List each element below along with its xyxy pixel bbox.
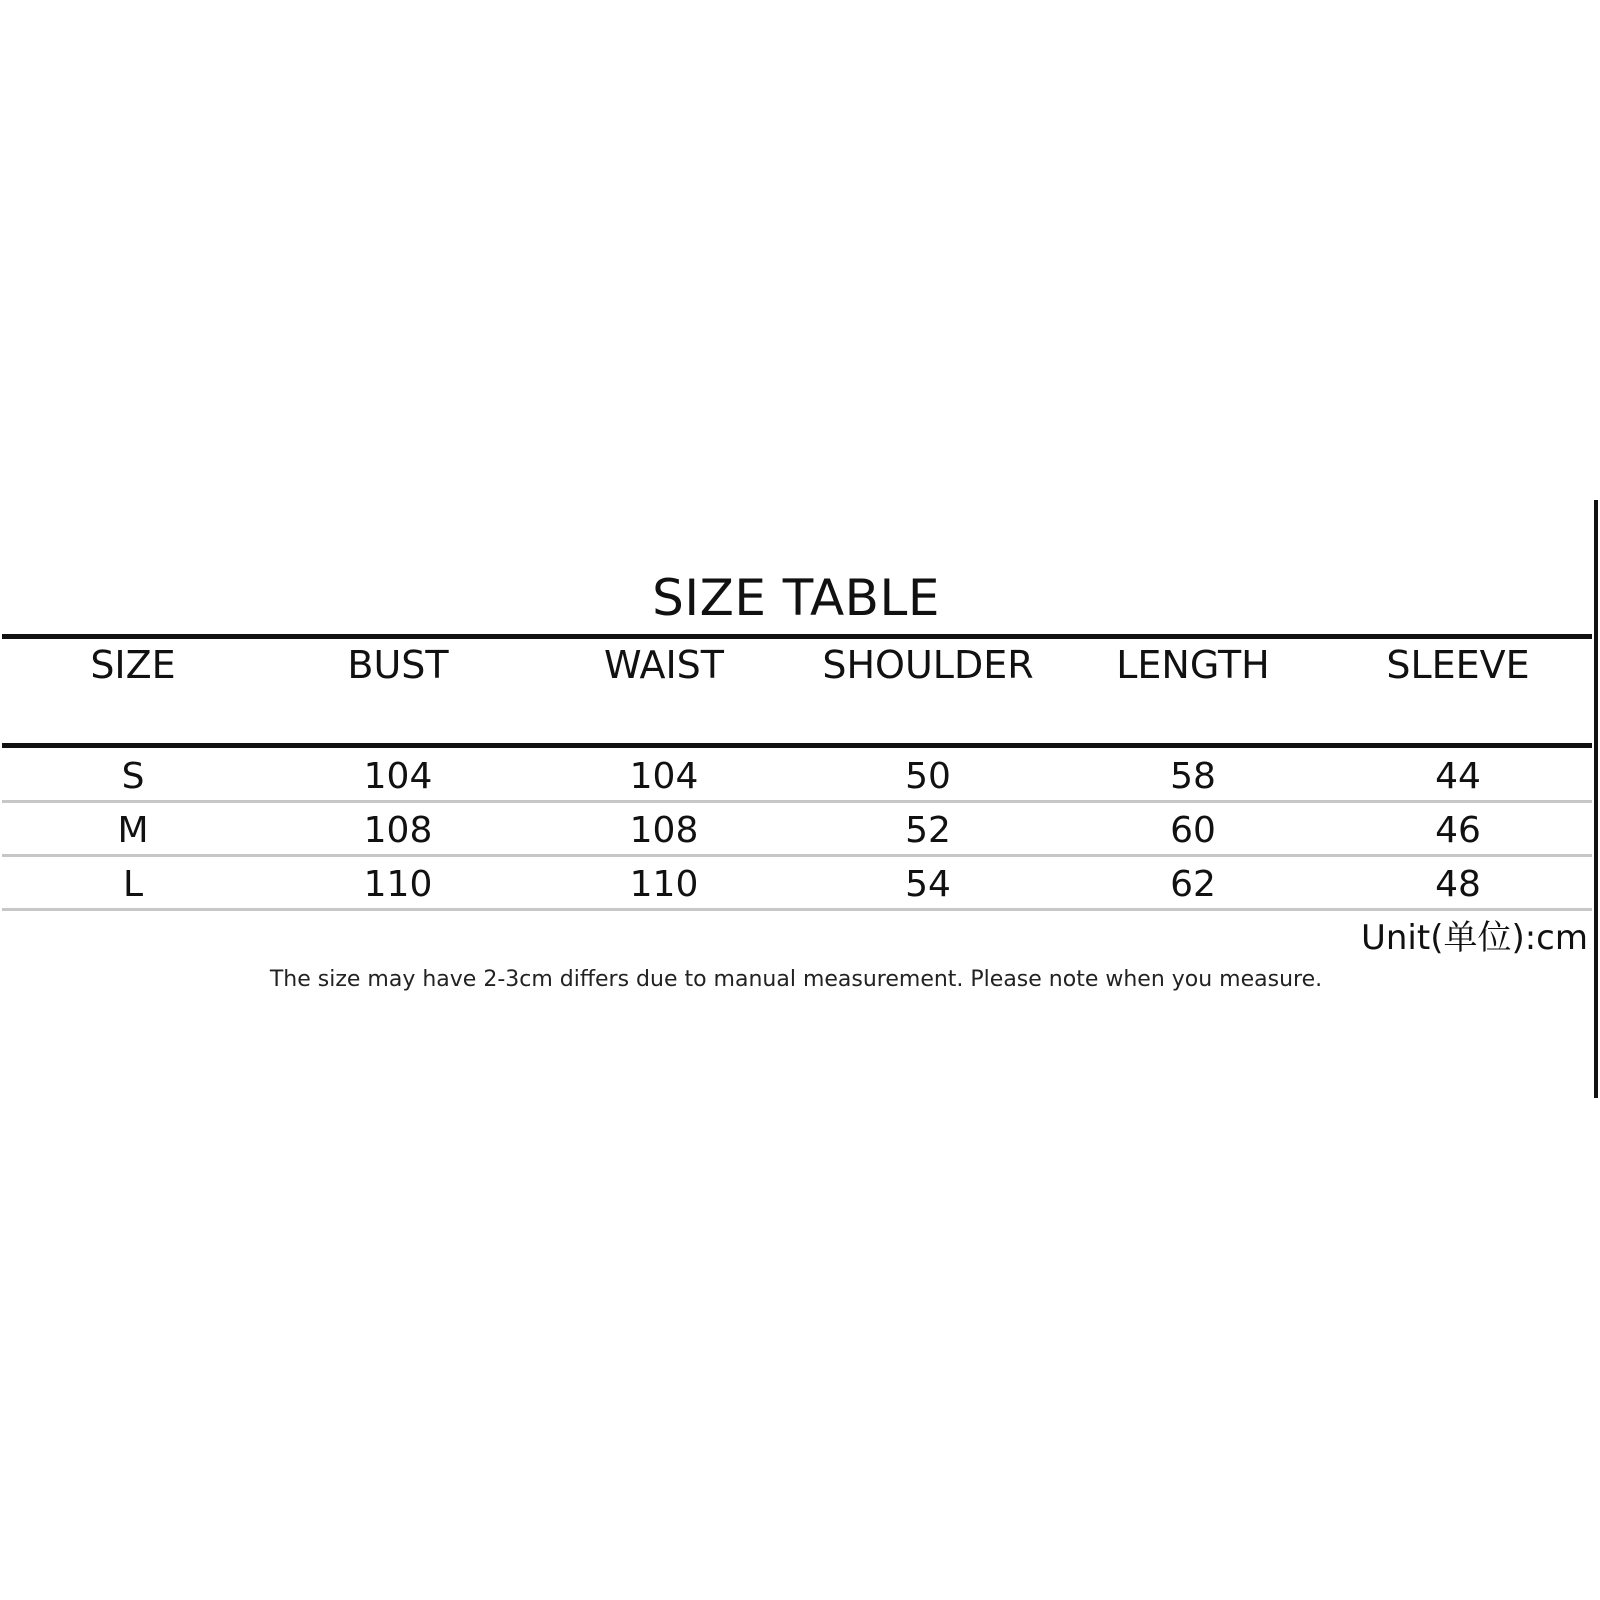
cell-bust: 104 <box>363 756 433 797</box>
header-shoulder: SHOULDER <box>822 643 1034 687</box>
cell-size: L <box>122 864 144 905</box>
cell-waist: 104 <box>629 756 699 797</box>
table-row <box>0 806 1592 856</box>
table-row <box>0 752 1592 802</box>
unit-label: Unit(单位):cm <box>1360 918 1588 958</box>
cell-size: M <box>117 810 149 851</box>
table-bottom-rule <box>2 908 1592 911</box>
cell-length: 58 <box>1170 756 1216 797</box>
cell-shoulder: 54 <box>905 864 951 905</box>
header-length: LENGTH <box>1116 643 1270 687</box>
cell-bust: 108 <box>363 810 433 851</box>
cell-sleeve: 48 <box>1435 864 1481 905</box>
measurement-note: The size may have 2-3cm differs due to manual measurement. Please note when you measure. <box>269 967 1323 992</box>
table-row <box>0 860 1592 910</box>
header-bottom-rule <box>2 743 1592 748</box>
cell-length: 60 <box>1170 810 1216 851</box>
cell-shoulder: 52 <box>905 810 951 851</box>
cell-waist: 108 <box>629 810 699 851</box>
cell-sleeve: 44 <box>1435 756 1481 797</box>
row-divider <box>2 854 1592 857</box>
table-top-rule <box>2 634 1592 639</box>
header-sleeve: SLEEVE <box>1386 643 1530 687</box>
cell-length: 62 <box>1170 864 1216 905</box>
header-bust: BUST <box>347 643 449 687</box>
header-waist: WAIST <box>603 643 725 687</box>
cell-shoulder: 50 <box>905 756 951 797</box>
header-size: SIZE <box>90 643 176 687</box>
cell-sleeve: 46 <box>1435 810 1481 851</box>
cell-bust: 110 <box>363 864 433 905</box>
cell-size: S <box>121 756 145 797</box>
table-header-row <box>0 640 1592 690</box>
page-title: SIZE TABLE <box>652 569 940 627</box>
row-divider <box>2 800 1592 803</box>
cell-waist: 110 <box>629 864 699 905</box>
